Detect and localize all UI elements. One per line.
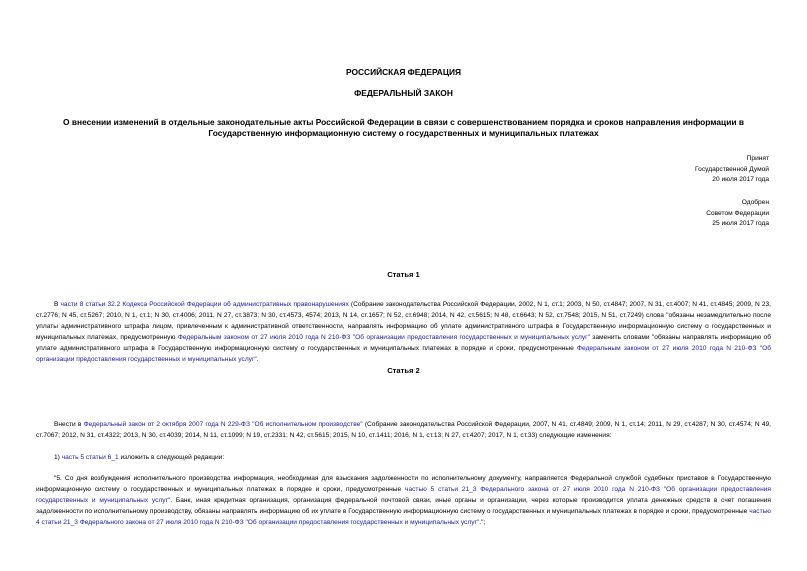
quoted-text-3: .";	[479, 518, 486, 526]
approval-duma-date: 20 июля 2017 года	[712, 176, 769, 184]
article-1-title: Статья 1	[387, 270, 420, 279]
document-type-heading: ФЕДЕРАЛЬНЫЙ ЗАКОН	[354, 88, 453, 98]
link-part-4-article-21-3[interactable]: частью 4 статьи 21_3 Федерального закона от 27 июля 2010 года N 210-ФЗ "Об организации предоставления государственных и муниципальных услуг"	[36, 507, 771, 526]
approval-federation-council	[706, 198, 769, 230]
document-title: О внесении изменений в отдельные законодательные акты Российской Федерации в связи с совершенствованием порядка и сроков направления информации в Государственную информационную систему о государственных и муниципальных платежах	[63, 117, 744, 138]
document-country-heading: РОССИЙСКАЯ ФЕДЕРАЦИЯ	[345, 67, 462, 77]
link-part-5-article-21-3[interactable]: частью 5 статьи 21_3 Федерального закона от 27 июля 2010 года N 210-ФЗ "Об организации предоставления государственных и муниципальных услуг"	[36, 485, 771, 504]
article-2-item-1	[36, 453, 771, 464]
approval-council-status: Одобрен	[741, 199, 769, 206]
article-2-paragraph-intro	[36, 420, 771, 442]
quoted-text-2: . Банк, иная кредитная организация, организация федеральной почтовой связи, иные органы и организации, через которые производится уплата денежных средств в счет погашения задолженности по исполнительному производству, обязаны направлять информацию об их уплате в Государственную информационную систему о государственных и муниципальных платежах в порядке и сроки, предусмотренные	[36, 496, 771, 515]
article-2-item-1-number: 1)	[54, 454, 62, 461]
quoted-text-1: "5. Со дня возбуждения исполнительного производства информация, необходимая для взыскания задолженности по исполнительному документу, направляется Федеральной службой судебных приставов в Государственную информационную систему о государственных и муниципальных платежах в порядке и сроки, предусмотренные	[36, 475, 771, 493]
link-koap-article-32-2[interactable]: части 8 статьи 32.2 Кодекса Российской Федерации об административных правонарушениях	[60, 301, 349, 308]
article-1-text-2: (Собрание законодательства Российской Федерации, 2002, N 1, ст.1; 2003, N 50, ст.4847; 2007, N 31, ст.4007; N 41, ст.4845; 2009, N 23, ст.2776; N 45, ст.5267; 2010, N 1, ст.1; N 30, ст.4006; 2011, N 27, ст.3873; N 30, ст.4573, 4574; 2013, N 14, ст.1657; N 52, ст.6948; 2014, N 42, ст.5615; N 48, ст.6643; N 52, ст.7548; 2015, N 51, ст.7249) слова "обязаны незамедлительно после уплаты административного штрафа лицом, привлеченным к административной ответственности, направлять информацию об уплате административного штрафа в Государственную информационную систему о государственных и муниципальных платежах, предусмотренную	[36, 301, 771, 341]
approval-council-date: 25 июля 2017 года	[712, 220, 769, 228]
article-2-text-2: (Собрание законодательства Российской Федерации, 2007, N 41, ст.4849; 2009, N 1, ст.14; 2011, N 29, ст.4287; N 30, ст.4574; N 49, ст.7067; 2012, N 31, ст.4322; 2013, N 30, ст.4039; 2014, N 11, ст.1099; N 19, ст.2331; N 42, ст.5615; 2015, N 10, ст.1411; 2016, N 1, ст.13; N 27, ст.4207; 2017, N 1, ст.33) следующие изменения:	[36, 421, 771, 439]
link-part-5-article-6-1[interactable]: часть 5 статьи 6_1	[61, 454, 119, 461]
link-federal-law-210-fz-2[interactable]: Федеральным законом от 27 июля 2010 года N 210-ФЗ "Об организации предоставления государственных и муниципальных услуг"	[36, 344, 771, 363]
article-2-text-1: Внести в	[54, 421, 84, 428]
article-2-quoted-paragraph	[36, 474, 771, 529]
approval-duma-body: Государственной Думой	[695, 165, 769, 173]
approval-duma-status: Принят	[746, 155, 769, 162]
approval-council-body: Советом Федерации	[706, 209, 769, 217]
link-federal-law-210-fz[interactable]: Федеральным законом от 27 июля 2010 года N 210-ФЗ "Об организации предоставления государственных и муниципальных услуг"	[177, 333, 590, 341]
article-2-title: Статья 2	[387, 366, 420, 375]
link-federal-law-229-fz[interactable]: Федеральный закон от 2 октября 2007 года N 229-ФЗ "Об исполнительном производстве"	[83, 421, 363, 428]
article-1-text-4: .	[256, 355, 259, 363]
article-1-text-3: заменить словами "обязаны направлять информацию об уплате административного штрафа в Государственную информационную систему о государственных и муниципальных платежах в порядке и сроки, предусмотренные	[36, 333, 771, 352]
article-1-text-1: В	[54, 301, 61, 308]
approval-duma	[695, 154, 769, 186]
article-1-paragraph	[36, 300, 771, 365]
article-2-item-1-text: изложить в следующей редакции:	[118, 454, 225, 461]
